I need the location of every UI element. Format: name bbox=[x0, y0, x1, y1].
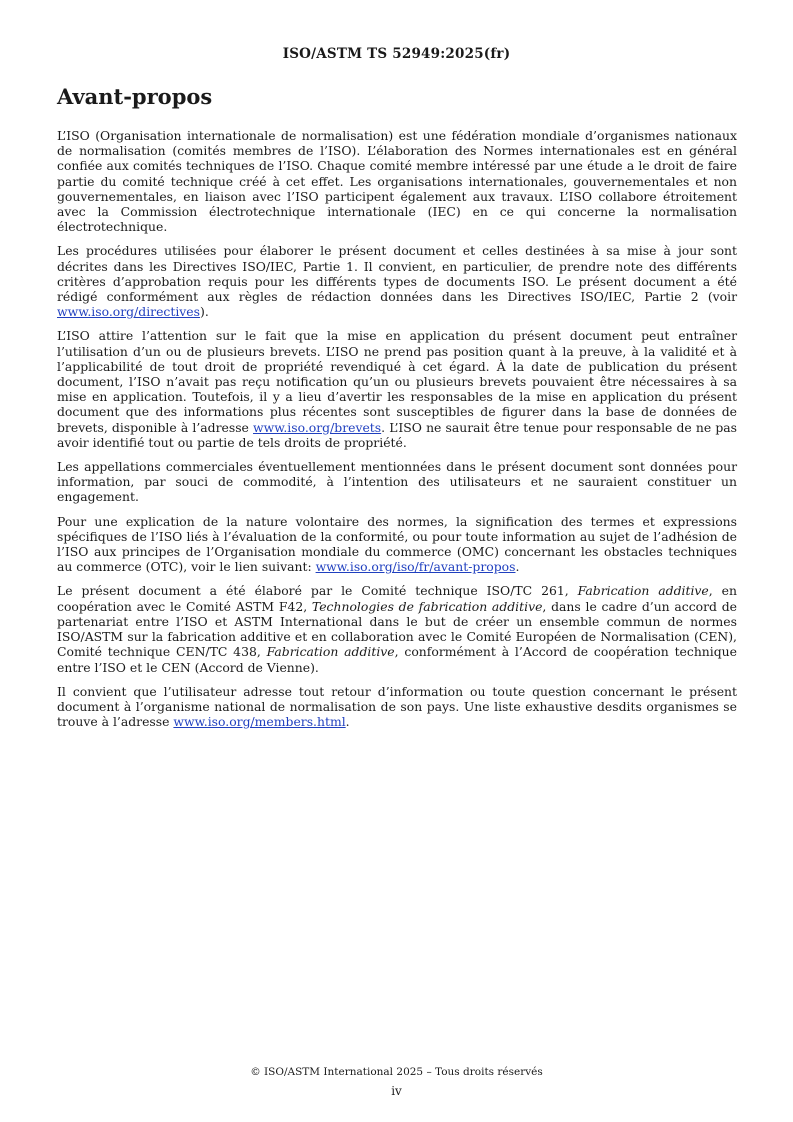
paragraph-text: , dans le cadre d’un accord de partenariat entre l’ISO et ASTM International dans le but de créer un ensemble commun de normes ISO/ASTM sur la fabrication additive et en collaboration avec le Comité Européen de Normalisation (CEN), Comité technique CEN/TC 438, bbox=[57, 598, 737, 660]
copyright-footer: © ISO/ASTM International 2025 – Tous droits réservés bbox=[250, 1066, 543, 1078]
paragraph-text: . L’ISO ne saurait être tenue pour responsable de ne pas avoir identifié tout ou partie de tels droits de propriété. bbox=[57, 419, 737, 450]
patents-link[interactable]: www.iso.org/brevets bbox=[253, 419, 382, 435]
italic-term: Technologies de fabrication additive bbox=[311, 598, 543, 614]
paragraph-text: Les procédures utilisées pour élaborer le présent document et celles destinées à sa mise à jour sont décrites dans les Directives ISO/IEC, Partie 1. Il convient, en particulier, de prendre note des différents critères d’approbation requis pour les différents types de documents ISO. Le présent document a été rédigé conformément aux règles de rédaction données dans les Directives ISO/IEC, Partie 2 (voir bbox=[57, 243, 737, 305]
paragraph-text: ). bbox=[200, 304, 209, 320]
italic-term: Fabrication additive bbox=[577, 583, 709, 599]
paragraph-committee bbox=[57, 583, 737, 674]
paragraph-text: Il convient que l’utilisateur adresse tout retour d’information ou toute question concernant le présent document à l’organisme national de normalisation de son pays. Une liste exhaustive desdits organismes se trouve à l’adresse bbox=[57, 683, 737, 730]
foreword-body bbox=[57, 128, 737, 738]
members-link[interactable]: www.iso.org/members.html bbox=[173, 714, 346, 730]
paragraph-voluntary-nature bbox=[57, 514, 737, 575]
paragraph-iso-intro: L’ISO (Organisation internationale de normalisation) est une fédération mondiale d’organismes nationaux de normalisation (comités membres de l’ISO). L’élaboration des Normes internationales est en général confiée aux comités techniques de l’ISO. Chaque comité membre intéressé par une étude a le droit de faire partie du comité technique créé à cet effet. Les organisations internationales, gouvernementales et non gouvernementales, en liaison avec l’ISO participent également aux travaux. L’ISO collabore étroitement avec la Commission électrotechnique internationale (IEC) en ce qui concerne la normalisation électrotechnique. bbox=[57, 128, 737, 235]
paragraph-text: Pour une explication de la nature volontaire des normes, la signification des termes et expressions spécifiques de l’ISO liés à l’évaluation de la conformité, ou pour toute information au sujet de l’adhésion de l’ISO aux principes de l’Organisation mondiale du commerce (OMC) concernant les obstacles techniques au commerce (OTC), voir le lien suivant: bbox=[57, 513, 737, 575]
paragraph-trade-names: Les appellations commerciales éventuellement mentionnées dans le présent document sont données pour information, par souci de commodité, à l’intention des utilisateurs et ne sauraient constituer un engagement. bbox=[57, 459, 737, 505]
foreword-link[interactable]: www.iso.org/iso/fr/avant-propos bbox=[315, 559, 516, 575]
paragraph-text: . bbox=[515, 559, 520, 575]
paragraph-procedures bbox=[57, 243, 737, 319]
paragraph-text: L’ISO attire l’attention sur le fait que la mise en application du présent document peut entraîner l’utilisation d’un ou de plusieurs brevets. L’ISO ne prend pas position quant à la preuve, à la validité et à l’applicabilité de tout droit de propriété revendiqué à cet égard. À la date de publication du présent document, l’ISO n’avait pas reçu notification qu’un ou plusieurs brevets pouvaient être nécessaires à sa mise en application. Toutefois, il y a lieu d’avertir les responsables de la mise en application du présent document que des informations plus récentes sont susceptibles de figurer dans la base de données de brevets, disponible à l’adresse bbox=[57, 328, 737, 435]
italic-term: Fabrication additive bbox=[266, 644, 395, 660]
paragraph-feedback bbox=[57, 684, 737, 730]
paragraph-patents bbox=[57, 328, 737, 450]
paragraph-text: , conformément à l’Accord de coopération technique entre l’ISO et le CEN (Accord de Vienne). bbox=[57, 644, 737, 675]
directives-link[interactable]: www.iso.org/directives bbox=[57, 304, 200, 320]
page-number: iv bbox=[391, 1084, 402, 1098]
document-id-header: ISO/ASTM TS 52949:2025(fr) bbox=[282, 46, 511, 62]
paragraph-text: Le présent document a été élaboré par le Comité technique ISO/TC 261, bbox=[57, 583, 578, 599]
page-title: Avant-propos bbox=[57, 84, 213, 109]
paragraph-text: . bbox=[345, 714, 350, 730]
paragraph-text: , en coopération avec le Comité ASTM F42, bbox=[57, 583, 737, 614]
